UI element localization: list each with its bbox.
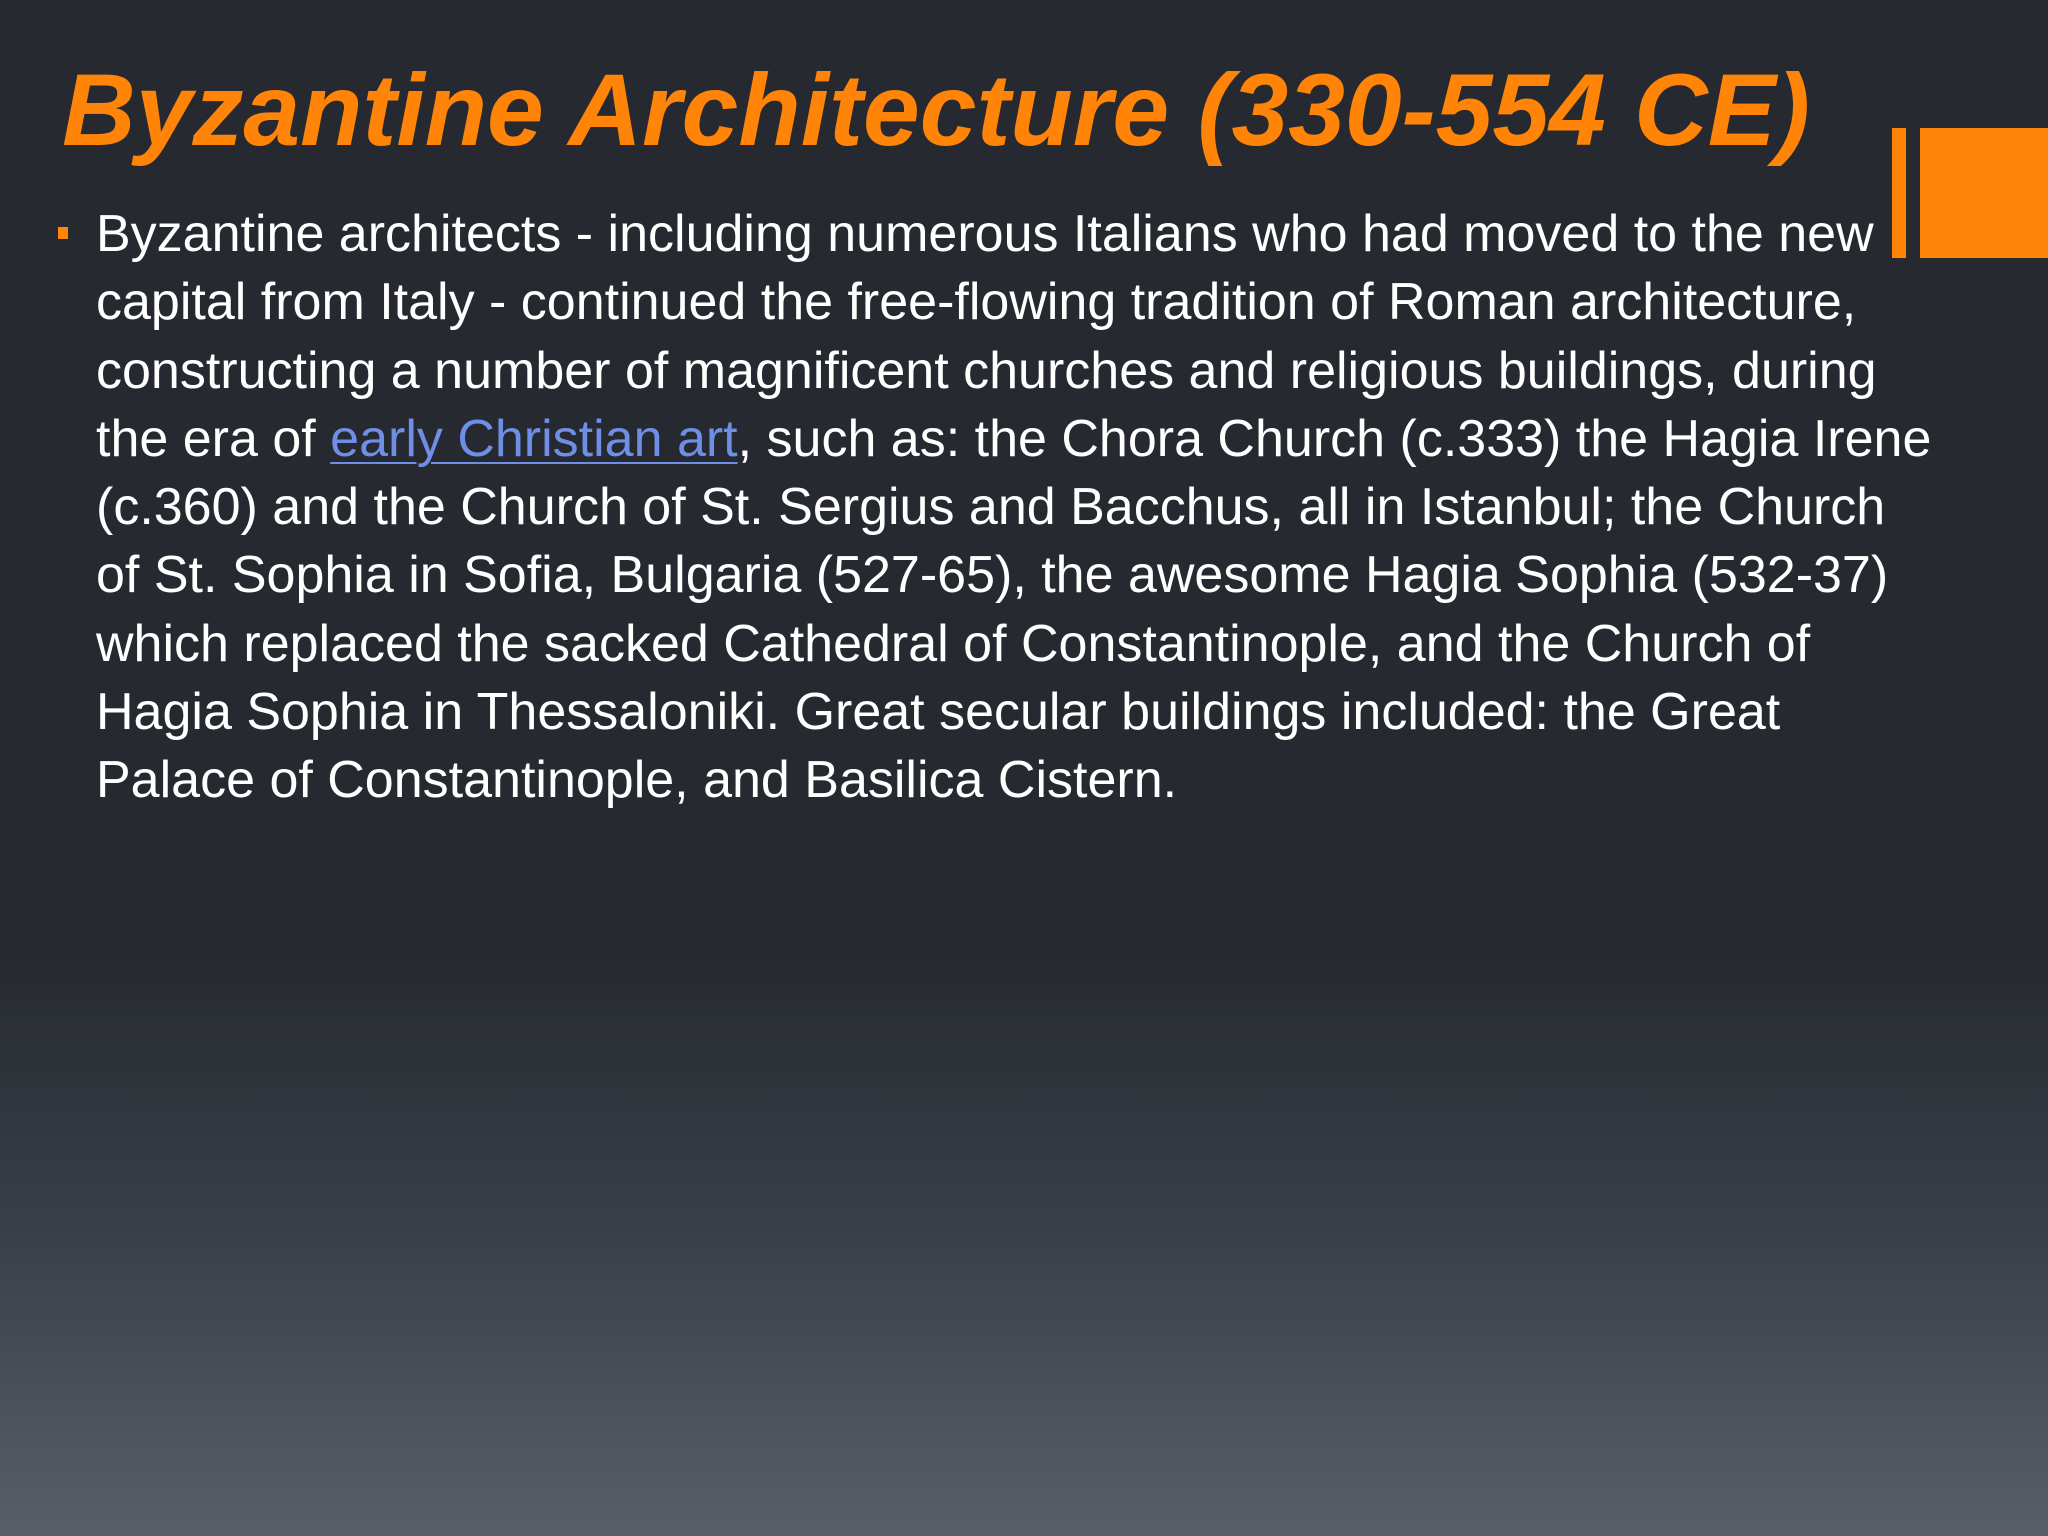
bullet-text xyxy=(96,200,1938,815)
accent-block-decoration xyxy=(1920,128,2048,258)
bullet-text-before-link: Byzantine architects - including numerous Italians who had moved to the new capital from Italy - continued the free-flowing tradition of Roman architecture, constructing a number of magnificent churches and religious buildings, during the era of xyxy=(96,205,1877,468)
early-christian-art-link[interactable]: early Christian art xyxy=(330,409,738,468)
slide-title: Byzantine Architecture (330-554 CE) xyxy=(62,53,1810,167)
square-bullet-icon xyxy=(58,227,68,239)
bullet-list xyxy=(58,200,1938,815)
bullet-item xyxy=(58,200,1938,815)
bullet-text-after-link: , such as: the Chora Church (c.333) the Hagia Irene (c.360) and the Church of St. Sergius and Bacchus, all in Istanbul; the Church of St. Sophia in Sofia, Bulgaria (527-65), the awesome Hagia Sophia (532-37) which replaced the sacked Cathedral of Constantinople, and the Church of Hagia Sophia in Thessaloniki. Great secular buildings included: the Great Palace of Constantinople, and Basilica Cistern. xyxy=(96,409,1932,810)
